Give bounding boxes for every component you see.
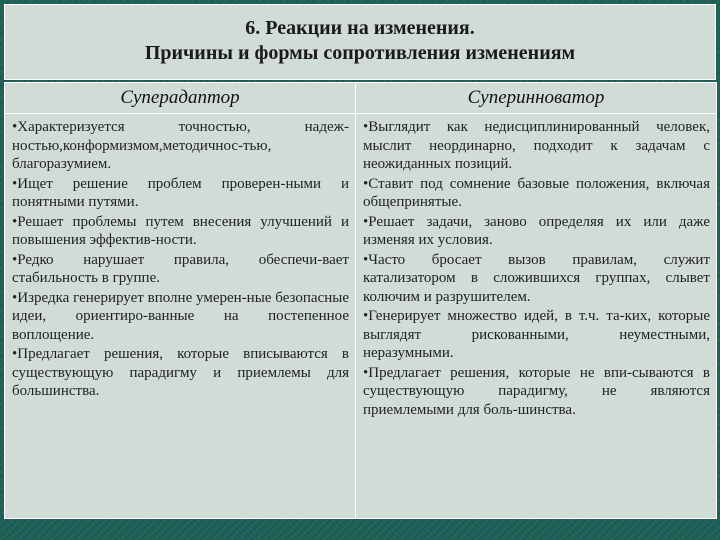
list-item	[12, 175, 349, 212]
item-text: Генерирует множество идей, в т.ч. та-ких, которые выглядят рискованными, неуместными, неразумными.	[363, 308, 710, 361]
column-header-superadaptor: Суперадаптор	[5, 83, 356, 114]
list-item	[12, 118, 349, 174]
page-subtitle: Причины и формы сопротивления изменениям	[144, 42, 576, 64]
list-item	[12, 213, 349, 250]
table-body-row	[5, 114, 717, 519]
bullet: •	[12, 251, 18, 268]
bullet: •	[12, 346, 18, 362]
item-text: Решает задачи, заново определяя их или даже изменяя их условия.	[363, 213, 710, 248]
list-item	[363, 364, 710, 420]
superadaptor-cell	[5, 114, 356, 519]
item-text: Предлагает решения, которые вписываются в существующую парадигму и приемлемы для большинства.	[12, 346, 349, 399]
bullet: •	[363, 308, 369, 324]
list-item	[363, 213, 710, 250]
bullet: •	[12, 213, 18, 230]
bullet: •	[363, 119, 369, 135]
item-text: Выглядит как недисциплинированный человек, мыслит неординарно, подходит к задачам с неожиданных позиций.	[363, 119, 710, 172]
list-item	[363, 251, 710, 307]
list-item	[12, 345, 349, 401]
list-item	[363, 118, 710, 174]
bullet: •	[12, 289, 18, 306]
bullet: •	[363, 251, 369, 268]
list-item	[12, 251, 349, 288]
column-header-superinnovator: Суперинноватор	[356, 83, 717, 114]
item-text: Часто бросает вызов правилам, служит катализатором в сложившихся группах, слывет колючим и разрушителем.	[363, 251, 710, 305]
item-text: Ставит под сомнение базовые положения, включая общепринятые.	[363, 175, 710, 210]
bullet: •	[12, 175, 18, 192]
list-item	[363, 307, 710, 363]
title-box	[4, 4, 716, 80]
list-item	[363, 175, 710, 212]
comparison-table	[4, 82, 717, 519]
item-text: Предлагает решения, которые не впи-сываются в существующую парадигму, не являются приемлемыми для боль-шинства.	[363, 364, 710, 418]
bullet: •	[363, 364, 369, 381]
table-header-row	[5, 83, 717, 114]
item-text: Редко нарушает правила, обеспечи-вает стабильность в группе.	[12, 251, 349, 286]
bullet: •	[363, 175, 369, 192]
item-text: Решает проблемы путем внесения улучшений и повышения эффектив-ности.	[12, 213, 349, 248]
page-title: 6. Реакции на изменения.	[245, 17, 475, 39]
bullet: •	[363, 213, 369, 230]
list-item	[12, 289, 349, 345]
item-text: Характеризуется точностью, надеж-ностью,конформизмом,методичнос-тью, благоразумием.	[12, 119, 349, 172]
bullet: •	[12, 119, 18, 135]
item-text: Ищет решение проблем проверен-ными и понятными путями.	[12, 175, 349, 210]
superinnovator-cell	[356, 114, 717, 519]
item-text: Изредка генерирует вполне умерен-ные безопасные идеи, ориентиро-ванные на постепенное воплощение.	[12, 289, 349, 343]
